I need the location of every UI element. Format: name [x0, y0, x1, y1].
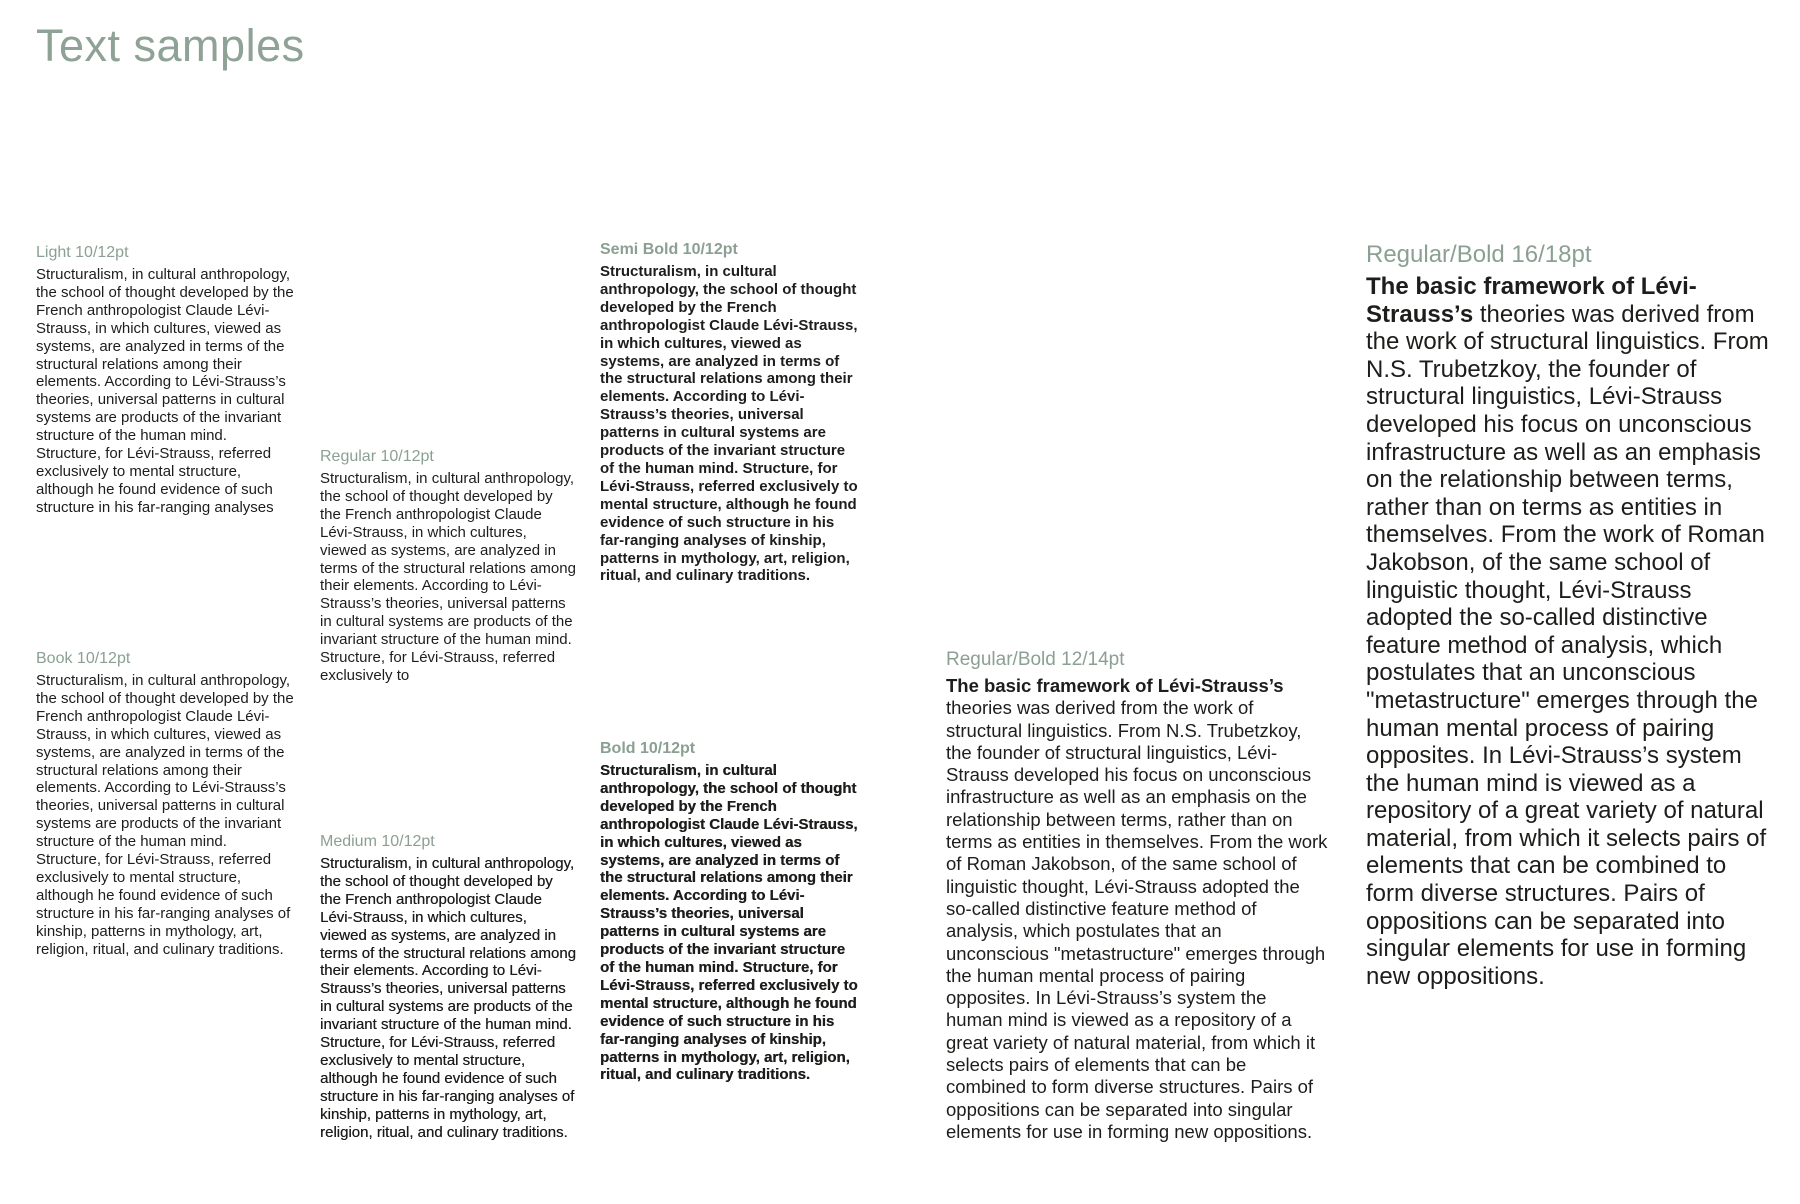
sample-text-medium: Structuralism, in cultural anthropology, the school of thought developed by the French anthropologist Claude Lévi-Strauss, in which cultures, viewed as systems, are analyzed in terms of the structural relations among their elements. According to Lévi-Strauss’s theories, universal patterns in cultural systems are products of the invariant structure of the human mind. Structure, for Lévi-Strauss, referred exclusively to mental structure, although he found evidence of such structure in his far-ranging analyses of kinship, patterns in mythology, art, religion, ritual, and culinary traditions. — [320, 855, 576, 1141]
sample-bold-10-12 — [600, 739, 858, 1084]
sample-text-body: theories was derived from the work of structural linguistics. From N.S. Trubetzkoy, the founder of structural linguistics, Lévi-Strauss developed his focus on unconscious infrastructure as well as an emphasis on the relationship between terms, rather than on terms as entities in themselves. From the work of Roman Jakobson, of the same school of linguistic thought, Lévi-Strauss adopted the so-called distinctive feature method of analysis, which postulates that an unconscious "metastructure" emerges through the human mental process of pairing opposites. In Lévi-Strauss’s system the human mind is viewed as a repository of a great variety of natural material, from which it selects pairs of elements that can be combined to form diverse structures. Pairs of oppositions can be separated into singular elements for use in forming new oppositions. — [1366, 300, 1769, 990]
sample-label-regular: Regular 10/12pt — [320, 448, 434, 465]
sample-label-semibold: Semi Bold 10/12pt — [600, 241, 738, 258]
sample-text-book: Structuralism, in cultural anthropology, the school of thought developed by the French anthropologist Claude Lévi-Strauss, in which cultures, viewed as systems, are analyzed in terms of the structural relations among their elements. According to Lévi-Strauss’s theories, universal patterns in cultural systems are products of the invariant structure of the human mind. Structure, for Lévi-Strauss, referred exclusively to mental structure, although he found evidence of such structure in his far-ranging analyses of kinship, patterns in mythology, art, religion, ritual, and culinary traditions. — [36, 672, 294, 958]
sample-light-10-12 — [36, 243, 294, 517]
sample-text-light: Structuralism, in cultural anthropology, the school of thought developed by the French anthropologist Claude Lévi-Strauss, in which cultures, viewed as systems, are analyzed in terms of the structural relations among their elements. According to Lévi-Strauss’s theories, universal patterns in cultural systems are products of the invariant structure of the human mind. Structure, for Lévi-Strauss, referred exclusively to mental structure, although he found evidence of such structure in his far-ranging analyses — [36, 266, 294, 516]
sample-text-regular-bold-12 — [946, 675, 1328, 1143]
sample-text-semibold: Structuralism, in cultural anthropology, the school of thought developed by the French anthropologist Claude Lévi-Strauss, in which cultures, viewed as systems, are analyzed in terms of the structural relations among their elements. According to Lévi-Strauss’s theories, universal patterns in cultural systems are products of the invariant structure of the human mind. Structure, for Lévi-Strauss, referred exclusively to mental structure, although he found evidence of such structure in his far-ranging analyses of kinship, patterns in mythology, art, religion, ritual, and culinary traditions. — [600, 263, 858, 585]
page-title: Text samples — [36, 20, 305, 71]
sample-regular-bold-16-18 — [1366, 240, 1771, 990]
sample-label-light: Light 10/12pt — [36, 244, 129, 261]
sample-label-bold: Bold 10/12pt — [600, 740, 696, 757]
sample-regular-10-12 — [320, 447, 576, 685]
sample-label-book: Book 10/12pt — [36, 650, 131, 667]
sample-text-bold-lead: The basic framework of Lévi-Strauss’s — [946, 675, 1284, 696]
sample-text-bold-lead: The basic framework of Lévi-Strauss’s — [1366, 273, 1697, 328]
sample-label-medium: Medium 10/12pt — [320, 833, 435, 850]
sample-medium-10-12 — [320, 832, 576, 1142]
sample-book-10-12 — [36, 649, 294, 959]
sample-label-regular-bold-16: Regular/Bold 16/18pt — [1366, 241, 1592, 268]
sample-text-bold: Structuralism, in cultural anthropology, the school of thought developed by the French anthropologist Claude Lévi-Strauss, in which cultures, viewed as systems, are analyzed in terms of the structural relations among their elements. According to Lévi-Strauss’s theories, universal patterns in cultural systems are products of the invariant structure of the human mind. Structure, for Lévi-Strauss, referred exclusively to mental structure, although he found evidence of such structure in his far-ranging analyses of kinship, patterns in mythology, art, religion, ritual, and culinary traditions. — [600, 762, 858, 1084]
sample-text-regular-bold-16 — [1366, 273, 1771, 990]
sample-text-regular: Structuralism, in cultural anthropology, the school of thought developed by the French anthropologist Claude Lévi-Strauss, in which cultures, viewed as systems, are analyzed in terms of the structural relations among their elements. According to Lévi-Strauss’s theories, universal patterns in cultural systems are products of the invariant structure of the human mind. Structure, for Lévi-Strauss, referred exclusively to — [320, 470, 576, 684]
sample-label-regular-bold-12: Regular/Bold 12/14pt — [946, 649, 1125, 670]
sample-semibold-10-12 — [600, 240, 858, 585]
sample-text-body: theories was derived from the work of structural linguistics. From N.S. Trubetzkoy, the founder of structural linguistics, Lévi-Strauss developed his focus on unconscious infrastructure as well as an emphasis on the relationship between terms, rather than on terms as entities in themselves. From the work of Roman Jakobson, of the same school of linguistic thought, Lévi-Strauss adopted the so-called distinctive feature method of analysis, which postulates that an unconscious "metastructure" emerges through the human mental process of pairing opposites. In Lévi-Strauss’s system the human mind is viewed as a repository of a great variety of natural material, from which it selects pairs of elements that can be combined to form diverse structures. Pairs of oppositions can be separated into singular elements for use in forming new oppositions. — [946, 697, 1328, 1142]
sample-regular-bold-12-14 — [946, 648, 1328, 1143]
